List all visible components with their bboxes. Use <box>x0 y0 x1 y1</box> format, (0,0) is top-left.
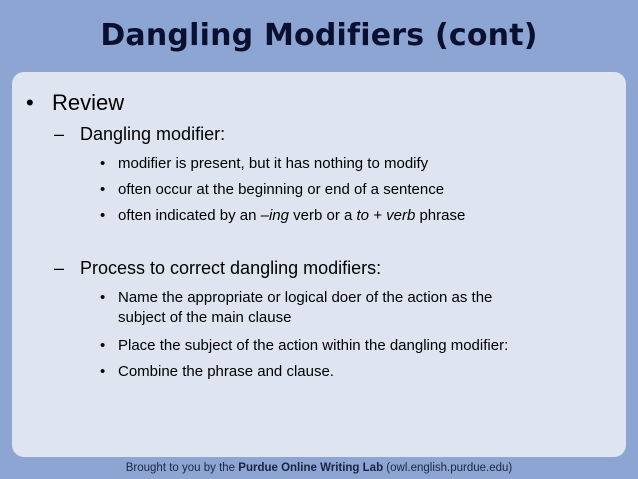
footer-brand: Purdue Online Writing Lab <box>238 462 384 474</box>
item-text-em-to-verb: to + verb <box>356 207 416 224</box>
section2-heading-row <box>54 258 381 279</box>
bullet-icon: • <box>100 207 106 224</box>
bullet-icon: • <box>26 90 34 115</box>
section1-heading-row <box>54 124 225 145</box>
item-text-prefix: often indicated by an <box>118 207 261 224</box>
bullet-icon: • <box>100 289 106 306</box>
item-text: often occur at the beginning or end of a sentence <box>118 181 445 198</box>
section2-item-2 <box>100 336 509 356</box>
bullet-icon: • <box>100 155 106 172</box>
footer-suffix: (owl.english.purdue.edu) <box>383 462 513 474</box>
dash-icon: – <box>54 124 65 144</box>
footer-credit <box>0 457 638 479</box>
item-text-suffix: phrase <box>415 207 466 224</box>
section2-heading: Process to correct dangling modifiers: <box>80 258 382 278</box>
slide-title: Dangling Modifiers (cont) <box>100 18 538 53</box>
item-text-em-ing: –ing <box>260 207 289 224</box>
section1-item-2 <box>100 180 445 200</box>
review-label: Review <box>52 90 125 115</box>
content-panel <box>12 72 626 457</box>
review-item <box>26 90 124 116</box>
item-text: modifier is present, but it has nothing to modify <box>118 155 429 172</box>
dash-icon: – <box>54 258 65 278</box>
item-text-line2: subject of the main clause <box>118 309 292 326</box>
section2-item-1 <box>100 288 598 328</box>
item-text-mid: verb or a <box>288 207 357 224</box>
item-text: Combine the phrase and clause. <box>118 363 334 380</box>
section1-item-1 <box>100 154 429 174</box>
footer-prefix: Brought to you by the <box>125 462 239 474</box>
section2-item-3 <box>100 362 334 382</box>
section1-item-3 <box>100 206 466 226</box>
bullet-icon: • <box>100 181 106 198</box>
item-text-line1: Name the appropriate or logical doer of the action as the <box>118 289 493 306</box>
bullet-icon: • <box>100 363 106 380</box>
bullet-icon: • <box>100 337 106 354</box>
item-text: Place the subject of the action within the dangling modifier: <box>118 337 509 354</box>
section1-heading: Dangling modifier: <box>80 124 226 144</box>
